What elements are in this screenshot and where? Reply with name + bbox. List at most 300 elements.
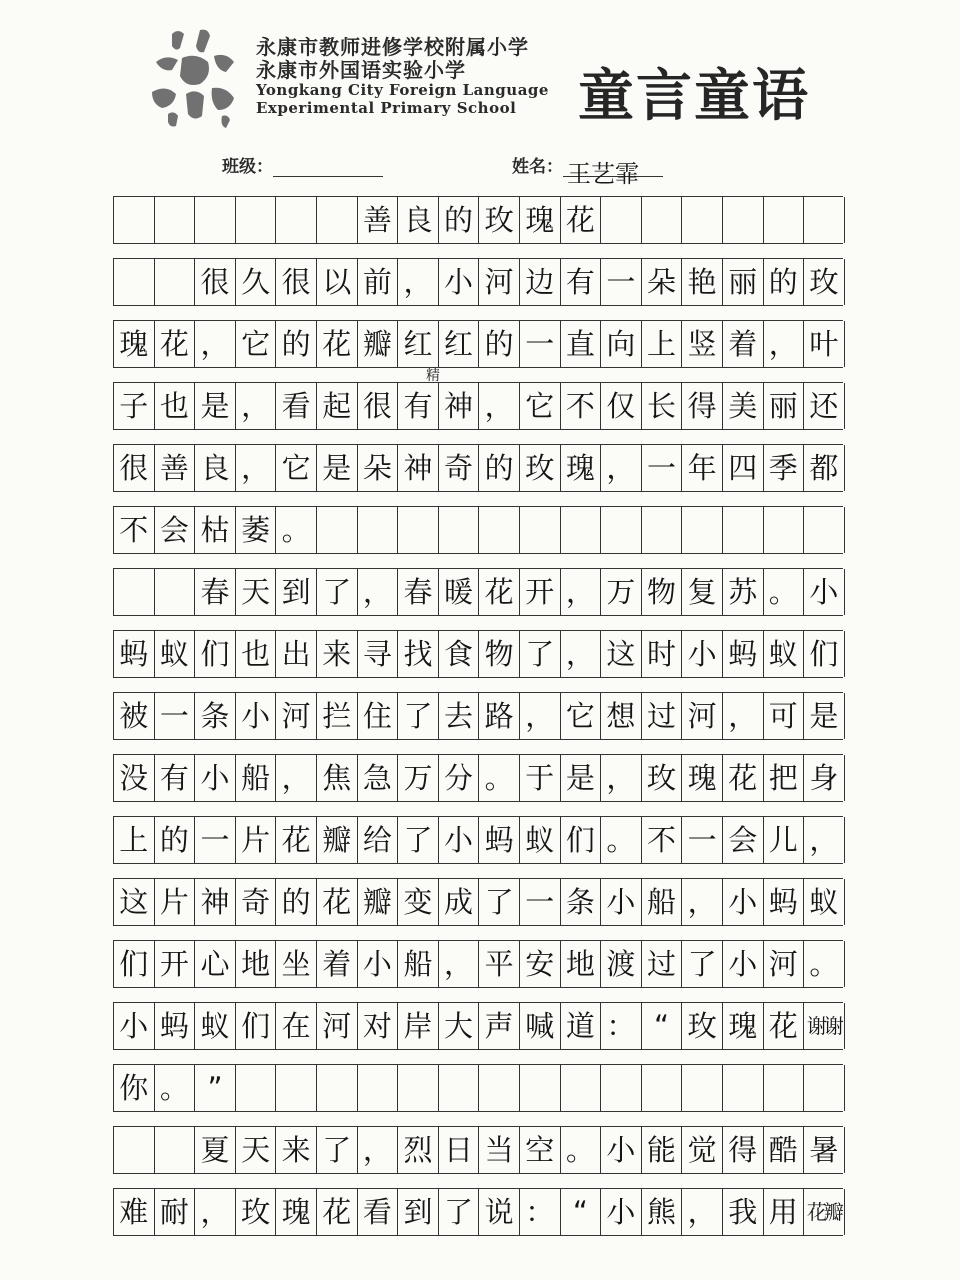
grid-row xyxy=(113,692,843,740)
grid-cell: 都 xyxy=(804,445,845,491)
grid-cell: 苏 xyxy=(723,569,764,615)
grid-cell: ， xyxy=(358,569,399,615)
grid-cell: “ xyxy=(561,1189,602,1235)
grid-cell: 一 xyxy=(601,259,642,305)
grid-cell: 平 xyxy=(479,941,520,987)
grid-cell: 去 xyxy=(439,693,480,739)
grid-cell xyxy=(276,1065,317,1111)
grid-cell: 瑰 xyxy=(561,445,602,491)
grid-cell: 花 xyxy=(276,817,317,863)
grid-cell: 空 xyxy=(520,1127,561,1173)
grid-cell xyxy=(601,1065,642,1111)
grid-cell: 成 xyxy=(439,879,480,925)
grid-cell xyxy=(398,507,439,553)
class-value-line xyxy=(273,154,383,177)
grid-cell: 很 xyxy=(276,259,317,305)
school-name-en-2: Experimental Primary School xyxy=(256,98,517,117)
grid-cell: 船 xyxy=(398,941,439,987)
grid-cell: 儿 xyxy=(764,817,805,863)
grid-cell: 了 xyxy=(398,693,439,739)
grid-cell: 片 xyxy=(155,879,196,925)
grid-cell: 花 xyxy=(317,1189,358,1235)
grid-row xyxy=(113,1002,843,1050)
grid-cell: 过 xyxy=(642,693,683,739)
grid-cell: 瓣 xyxy=(358,879,399,925)
grid-cell: 前 xyxy=(358,259,399,305)
grid-cell: ， xyxy=(601,445,642,491)
grid-cell xyxy=(682,1065,723,1111)
grid-cell xyxy=(642,197,683,243)
grid-cell: 分 xyxy=(439,755,480,801)
grid-cell: 上 xyxy=(114,817,155,863)
grid-cell: ， xyxy=(195,321,236,367)
grid-cell: 它 xyxy=(276,445,317,491)
grid-cell xyxy=(682,197,723,243)
grid-cell: 瓣 xyxy=(317,817,358,863)
grid-cell: 岸 xyxy=(398,1003,439,1049)
grid-cell: 河 xyxy=(317,1003,358,1049)
grid-cell: 艳 xyxy=(682,259,723,305)
grid-cell: 河 xyxy=(764,941,805,987)
student-name: 王艺霏 xyxy=(567,160,639,188)
grid-cell: 玫 xyxy=(804,259,845,305)
grid-cell: 河 xyxy=(682,693,723,739)
grid-cell: 蚂 xyxy=(114,631,155,677)
grid-row xyxy=(113,878,843,926)
grid-cell xyxy=(764,507,805,553)
grid-cell: 边 xyxy=(520,259,561,305)
grid-cell: ， xyxy=(398,259,439,305)
grid-row xyxy=(113,258,843,306)
grid-cell: 坐 xyxy=(276,941,317,987)
grid-cell xyxy=(114,197,155,243)
grid-cell: 蚁 xyxy=(804,879,845,925)
school-logo-icon xyxy=(142,22,248,132)
grid-cell: 的 xyxy=(439,197,480,243)
grid-cell xyxy=(764,1065,805,1111)
grid-cell: 玫 xyxy=(642,755,683,801)
grid-cell: 小 xyxy=(114,1003,155,1049)
grid-cell: 大 xyxy=(439,1003,480,1049)
grid-cell: 花 xyxy=(764,1003,805,1049)
grid-cell: 暑 xyxy=(804,1127,845,1173)
grid-cell: 仅 xyxy=(601,383,642,429)
grid-cell: 小 xyxy=(439,817,480,863)
grid-cell: 是 xyxy=(317,445,358,491)
grid-cell: 季 xyxy=(764,445,805,491)
grid-cell: 蚁 xyxy=(195,1003,236,1049)
grid-cell: 酷 xyxy=(764,1127,805,1173)
grid-cell: 花 xyxy=(317,321,358,367)
grid-cell: ， xyxy=(236,445,277,491)
grid-cell: 的 xyxy=(276,321,317,367)
grid-cell: 瑰 xyxy=(114,321,155,367)
grid-cell xyxy=(764,197,805,243)
grid-cell: 春 xyxy=(398,569,439,615)
grid-cell: 了 xyxy=(479,879,520,925)
grid-cell: 善 xyxy=(155,445,196,491)
grid-cell: 不 xyxy=(642,817,683,863)
grid-cell: 寻 xyxy=(358,631,399,677)
grid-cell: 条 xyxy=(195,693,236,739)
grid-cell: 小 xyxy=(195,755,236,801)
school-name-cn-2: 永康市外国语实验小学 xyxy=(256,58,466,83)
grid-cell: 奇 xyxy=(439,445,480,491)
grid-cell: ， xyxy=(561,569,602,615)
grid-cell: 地 xyxy=(236,941,277,987)
grid-cell xyxy=(479,1065,520,1111)
grid-cell: 了 xyxy=(317,1127,358,1173)
grid-cell: 会 xyxy=(723,817,764,863)
grid-cell xyxy=(236,1065,277,1111)
grid-cell xyxy=(358,1065,399,1111)
grid-cell: 焦 xyxy=(317,755,358,801)
grid-cell: 看 xyxy=(276,383,317,429)
grid-cell: 花 xyxy=(317,879,358,925)
grid-cell xyxy=(236,197,277,243)
grid-cell: 物 xyxy=(479,631,520,677)
name-label: 姓名： xyxy=(512,157,563,177)
grid-cell: 善 xyxy=(358,197,399,243)
grid-row xyxy=(113,1126,843,1174)
grid-cell: ， xyxy=(479,383,520,429)
grid-cell: ： xyxy=(601,1003,642,1049)
grid-cell: 开 xyxy=(520,569,561,615)
grid-cell xyxy=(398,1065,439,1111)
grid-cell: “ xyxy=(642,1003,683,1049)
grid-row xyxy=(113,1188,843,1236)
composition-grid xyxy=(113,196,843,1250)
grid-row xyxy=(113,382,843,430)
grid-cell xyxy=(561,507,602,553)
grid-cell: 瑰 xyxy=(520,197,561,243)
grid-cell xyxy=(520,507,561,553)
grid-cell: 了 xyxy=(682,941,723,987)
class-field xyxy=(222,152,383,177)
grid-cell: 丽 xyxy=(723,259,764,305)
grid-cell: ， xyxy=(520,693,561,739)
grid-cell: 在 xyxy=(276,1003,317,1049)
grid-cell: 有 xyxy=(398,383,439,429)
grid-cell: 小 xyxy=(723,941,764,987)
grid-cell: ， xyxy=(276,755,317,801)
grid-cell: ， xyxy=(804,817,845,863)
grid-cell: ， xyxy=(236,383,277,429)
grid-cell xyxy=(155,259,196,305)
grid-cell: 是 xyxy=(561,755,602,801)
grid-cell: 变 xyxy=(398,879,439,925)
grid-cell: 有 xyxy=(155,755,196,801)
grid-cell: 用 xyxy=(764,1189,805,1235)
grid-cell: 条 xyxy=(561,879,602,925)
grid-cell: 一 xyxy=(520,879,561,925)
grid-cell: 红 xyxy=(439,321,480,367)
grid-cell: 起 xyxy=(317,383,358,429)
grid-cell: 们 xyxy=(236,1003,277,1049)
grid-cell: 们 xyxy=(114,941,155,987)
grid-cell: 万 xyxy=(601,569,642,615)
grid-cell xyxy=(682,507,723,553)
school-name-en-1: Yongkang City Foreign Language xyxy=(256,81,549,100)
grid-cell xyxy=(155,1127,196,1173)
grid-row xyxy=(113,754,843,802)
grid-cell: 小 xyxy=(601,1127,642,1173)
grid-cell xyxy=(561,1065,602,1111)
grid-cell xyxy=(804,1065,845,1111)
grid-row xyxy=(113,1064,843,1112)
grid-cell: 一 xyxy=(155,693,196,739)
grid-cell xyxy=(601,507,642,553)
grid-cell: 玫 xyxy=(520,445,561,491)
grid-cell: 小 xyxy=(236,693,277,739)
grid-cell: 被 xyxy=(114,693,155,739)
grid-cell: 。 xyxy=(561,1127,602,1173)
grid-cell: 说 xyxy=(479,1189,520,1235)
grid-cell: 觉 xyxy=(682,1127,723,1173)
grid-cell: 出 xyxy=(276,631,317,677)
grid-cell: 把 xyxy=(764,755,805,801)
grid-cell xyxy=(804,197,845,243)
grid-cell: 小 xyxy=(601,1189,642,1235)
grid-cell: 蚂 xyxy=(479,817,520,863)
grid-cell: 了 xyxy=(520,631,561,677)
grid-cell xyxy=(723,1065,764,1111)
grid-cell: 。 xyxy=(804,941,845,987)
grid-cell: 它 xyxy=(236,321,277,367)
grid-row xyxy=(113,320,843,368)
grid-cell: 子 xyxy=(114,383,155,429)
grid-cell: 河 xyxy=(276,693,317,739)
grid-cell: 很 xyxy=(114,445,155,491)
brand-title: 童言童语 xyxy=(578,64,810,129)
grid-cell: 你 xyxy=(114,1065,155,1111)
grid-cell xyxy=(520,1065,561,1111)
grid-cell xyxy=(358,507,399,553)
grid-cell: 是 xyxy=(804,693,845,739)
name-field xyxy=(512,152,663,188)
grid-cell: 上 xyxy=(642,321,683,367)
grid-cell: 到 xyxy=(276,569,317,615)
grid-cell: ， xyxy=(682,1189,723,1235)
grid-cell: 渡 xyxy=(601,941,642,987)
grid-cell: 来 xyxy=(276,1127,317,1173)
grid-cell: 是 xyxy=(195,383,236,429)
grid-cell xyxy=(642,1065,683,1111)
grid-cell: 到 xyxy=(398,1189,439,1235)
grid-row xyxy=(113,196,843,244)
grid-cell: 玫 xyxy=(479,197,520,243)
grid-cell: ， xyxy=(601,755,642,801)
grid-cell: 万 xyxy=(398,755,439,801)
grid-cell: 叶 xyxy=(804,321,845,367)
grid-cell xyxy=(155,569,196,615)
grid-cell: 也 xyxy=(155,383,196,429)
grid-cell: 神 xyxy=(439,383,480,429)
grid-cell: 。 xyxy=(276,507,317,553)
grid-cell: 天 xyxy=(236,569,277,615)
grid-cell: 不 xyxy=(114,507,155,553)
grid-cell: 花 xyxy=(723,755,764,801)
grid-cell xyxy=(723,197,764,243)
grid-cell: 小 xyxy=(804,569,845,615)
grid-cell: 对 xyxy=(358,1003,399,1049)
grid-cell: 安 xyxy=(520,941,561,987)
grid-cell xyxy=(723,507,764,553)
grid-cell xyxy=(479,507,520,553)
grid-cell: 很 xyxy=(195,259,236,305)
grid-cell: 于 xyxy=(520,755,561,801)
grid-cell: 一 xyxy=(642,445,683,491)
grid-cell: 食 xyxy=(439,631,480,677)
grid-cell: 找 xyxy=(398,631,439,677)
grid-cell: 长 xyxy=(642,383,683,429)
grid-cell: 当 xyxy=(479,1127,520,1173)
grid-cell: 道 xyxy=(561,1003,602,1049)
grid-cell: 身 xyxy=(804,755,845,801)
grid-cell: 它 xyxy=(520,383,561,429)
grid-cell: 花 xyxy=(561,197,602,243)
grid-cell: 萎 xyxy=(236,507,277,553)
grid-cell: 蚁 xyxy=(520,817,561,863)
grid-cell: 能 xyxy=(642,1127,683,1173)
grid-cell: 很 xyxy=(358,383,399,429)
grid-cell: 玫 xyxy=(682,1003,723,1049)
grid-cell: 熊 xyxy=(642,1189,683,1235)
grid-cell: 竖 xyxy=(682,321,723,367)
grid-cell: 来 xyxy=(317,631,358,677)
grid-cell: 声 xyxy=(479,1003,520,1049)
grid-cell: 拦 xyxy=(317,693,358,739)
grid-cell: 暖 xyxy=(439,569,480,615)
grid-row xyxy=(113,444,843,492)
grid-cell xyxy=(439,507,480,553)
grid-cell: 地 xyxy=(561,941,602,987)
grid-cell xyxy=(155,197,196,243)
grid-cell: 时 xyxy=(642,631,683,677)
grid-cell: 。 xyxy=(601,817,642,863)
grid-cell: 们 xyxy=(804,631,845,677)
grid-cell: 给 xyxy=(358,817,399,863)
grid-cell: 小 xyxy=(439,259,480,305)
grid-cell: 们 xyxy=(561,817,602,863)
grid-cell: ， xyxy=(764,321,805,367)
grid-cell: 小 xyxy=(601,879,642,925)
grid-cell: 会 xyxy=(155,507,196,553)
grid-cell: 不 xyxy=(561,383,602,429)
class-label: 班级： xyxy=(222,157,273,177)
grid-cell: 瑰 xyxy=(276,1189,317,1235)
grid-cell: 了 xyxy=(317,569,358,615)
grid-cell xyxy=(114,1127,155,1173)
grid-cell xyxy=(195,197,236,243)
grid-cell: 朵 xyxy=(642,259,683,305)
grid-cell xyxy=(317,1065,358,1111)
grid-cell: 玫 xyxy=(236,1189,277,1235)
grid-cell: 以 xyxy=(317,259,358,305)
grid-cell: 小 xyxy=(723,879,764,925)
grid-cell xyxy=(114,569,155,615)
grid-cell: 这 xyxy=(601,631,642,677)
page-header xyxy=(0,0,960,150)
grid-cell: 一 xyxy=(195,817,236,863)
grid-cell xyxy=(804,507,845,553)
grid-cell: 蚁 xyxy=(155,631,196,677)
grid-cell: 片 xyxy=(236,817,277,863)
grid-cell: 枯 xyxy=(195,507,236,553)
grid-cell: 着 xyxy=(317,941,358,987)
grid-cell xyxy=(642,507,683,553)
grid-cell: 它 xyxy=(561,693,602,739)
grid-cell: ， xyxy=(195,1189,236,1235)
insertion-note: 精 xyxy=(426,368,440,384)
grid-cell xyxy=(114,259,155,305)
grid-cell: 蚂 xyxy=(155,1003,196,1049)
grid-cell: 丽 xyxy=(764,383,805,429)
grid-row xyxy=(113,940,843,988)
school-name-block xyxy=(256,36,549,117)
grid-cell: 河 xyxy=(479,259,520,305)
grid-cell: 得 xyxy=(723,1127,764,1173)
grid-cell: 瑰 xyxy=(723,1003,764,1049)
grid-cell: 可 xyxy=(764,693,805,739)
grid-cell xyxy=(276,197,317,243)
grid-cell: 瑰 xyxy=(682,755,723,801)
grid-cell: 了 xyxy=(439,1189,480,1235)
grid-cell: 耐 xyxy=(155,1189,196,1235)
grid-cell: 路 xyxy=(479,693,520,739)
grid-cell: 得 xyxy=(682,383,723,429)
grid-cell: 开 xyxy=(155,941,196,987)
grid-cell: 。 xyxy=(479,755,520,801)
grid-cell: 一 xyxy=(520,321,561,367)
grid-cell: 复 xyxy=(682,569,723,615)
name-value-line xyxy=(563,154,663,188)
grid-cell: 看 xyxy=(358,1189,399,1235)
grid-cell: 还 xyxy=(804,383,845,429)
grid-cell: 花 xyxy=(155,321,196,367)
grid-cell: 向 xyxy=(601,321,642,367)
grid-cell: 谢谢 xyxy=(804,1003,845,1049)
grid-cell: 花 xyxy=(479,569,520,615)
grid-cell: 住 xyxy=(358,693,399,739)
grid-cell: 的 xyxy=(479,321,520,367)
grid-cell: 红 xyxy=(398,321,439,367)
grid-cell: 物 xyxy=(642,569,683,615)
grid-cell: 心 xyxy=(195,941,236,987)
grid-cell: 良 xyxy=(398,197,439,243)
grid-cell: 想 xyxy=(601,693,642,739)
grid-cell xyxy=(317,197,358,243)
grid-cell: 我 xyxy=(723,1189,764,1235)
grid-cell: 这 xyxy=(114,879,155,925)
grid-cell: 没 xyxy=(114,755,155,801)
grid-cell: ， xyxy=(723,693,764,739)
grid-cell: ： xyxy=(520,1189,561,1235)
grid-cell: 着 xyxy=(723,321,764,367)
grid-cell: 也 xyxy=(236,631,277,677)
grid-cell: ， xyxy=(561,631,602,677)
grid-cell: 。 xyxy=(155,1065,196,1111)
grid-cell: 瓣 xyxy=(358,321,399,367)
grid-cell: 奇 xyxy=(236,879,277,925)
grid-cell: 花瓣 xyxy=(804,1189,845,1235)
grid-cell: ， xyxy=(358,1127,399,1173)
grid-row xyxy=(113,816,843,864)
grid-cell: 船 xyxy=(642,879,683,925)
grid-cell: 船 xyxy=(236,755,277,801)
grid-cell: 朵 xyxy=(358,445,399,491)
grid-cell: 夏 xyxy=(195,1127,236,1173)
